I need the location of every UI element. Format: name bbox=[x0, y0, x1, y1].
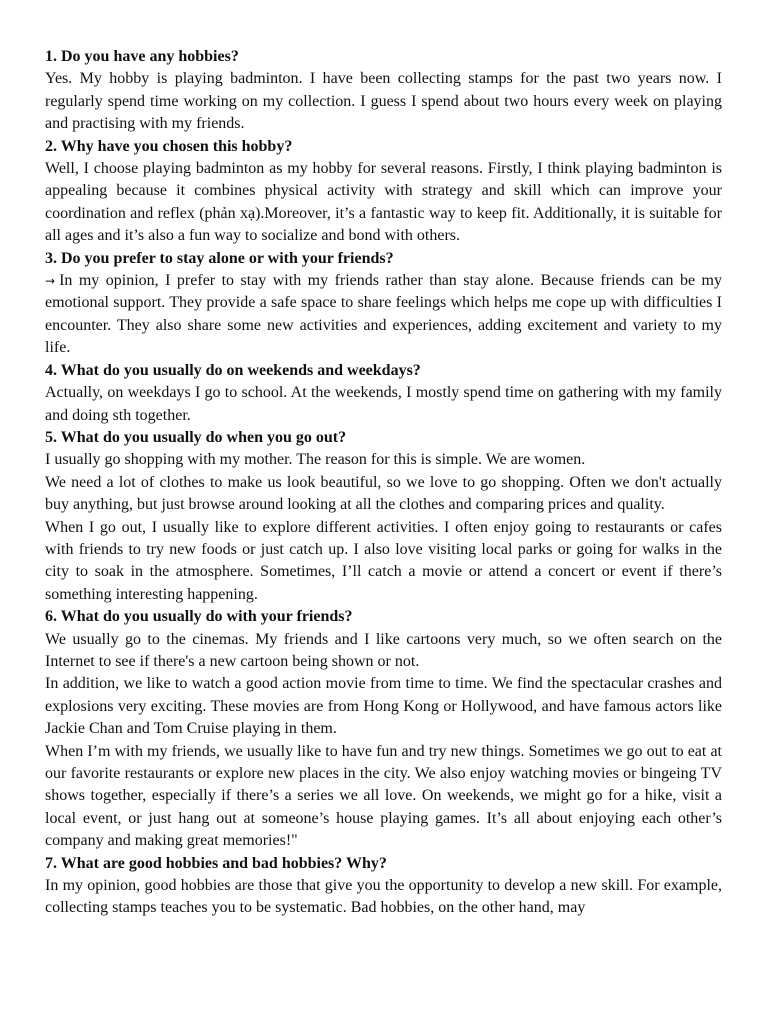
arrow-icon: → bbox=[45, 274, 56, 289]
answer-2-paragraph: Well, I choose playing badminton as my hobby for several reasons. Firstly, I think playing badminton is appealing because it combines physical activity with strategy and skill which can improve your coordination and reflex (phản xạ).Moreover, it’s a fantastic way to keep fit. Additionally, it is suitable for all ages and it’s also a fun way to socialize and bond with others. bbox=[45, 160, 722, 245]
answer-1-paragraph: Yes. My hobby is playing badminton. I have been collecting stamps for the past two years now. I regularly spend time working on my collection. I guess I spend about two hours every week on playing and practising with my friends. bbox=[45, 70, 722, 133]
question-6-heading: 6. What do you usually do with your friends? bbox=[45, 608, 353, 626]
question-1-heading: 1. Do you have any hobbies? bbox=[45, 48, 239, 65]
question-5-heading: 5. What do you usually do when you go out? bbox=[45, 428, 347, 446]
answer-5-paragraph-2: We need a lot of clothes to make us look beautiful, so we love to go shopping. Often we don't actually buy anything, but just browse around looking at all the clothes and comparing prices and quality. bbox=[45, 473, 722, 514]
answer-3-text: In my opinion, I prefer to stay with my friends rather than stay alone. Because friends can be my emotional support. They provide a safe space to share feelings which helps me cope up with difficulties I encounter. They also share some new activities and experiences, adding excitement and variety to my life. bbox=[45, 272, 722, 357]
answer-4-paragraph: Actually, on weekdays I go to school. At the weekends, I mostly spend time on gathering with my family and doing sth together. bbox=[45, 384, 722, 424]
answer-7-paragraph: In my opinion, good hobbies are those that give you the opportunity to develop a new skill. For example, collecting stamps teaches you to be systematic. Bad hobbies, on the other hand, may bbox=[45, 877, 722, 917]
question-4-heading: 4. What do you usually do on weekends and weekdays? bbox=[45, 361, 421, 379]
answer-6-paragraph-1: We usually go to the cinemas. My friends and I like cartoons very much, so we often search on the Internet to see if there's a new cartoon being shown or not. bbox=[45, 630, 722, 670]
answer-5-paragraph-1: I usually go shopping with my mother. The reason for this is simple. We are women. bbox=[45, 451, 586, 469]
question-2-heading: 2. Why have you chosen this hobby? bbox=[45, 137, 293, 155]
answer-6-paragraph-3: When I’m with my friends, we usually like to have fun and try new things. Sometimes we go out to eat at our favorite restaurants or explore new places in the city. We also enjoy watching movies or bingeing TV shows together, especially if there’s a series we all love. On weekends, we might go for a hike, visit a local event, or just hang out at someone’s house playing games. It’s all about enjoying each other’s company and making great memories!" bbox=[45, 742, 722, 850]
question-3-heading: 3. Do you prefer to stay alone or with your friends? bbox=[45, 249, 394, 267]
answer-5-paragraph-3: When I go out, I usually like to explore different activities. I often enjoy going to restaurants or cafes with friends to try new foods or just catch up. I also love visiting local parks or going for walks in the city to soak in the atmosphere. Sometimes, I’ll catch a movie or attend a concert or event if there’s something interesting happening. bbox=[45, 518, 722, 603]
question-7-heading: 7. What are good hobbies and bad hobbies? Why? bbox=[45, 854, 387, 872]
document-page bbox=[45, 46, 722, 920]
answer-3-paragraph bbox=[45, 270, 722, 360]
answer-6-paragraph-2: In addition, we like to watch a good action movie from time to time. We find the spectacular crashes and explosions very exciting. These movies are from Hong Kong or Hollywood, and have famous actors like Jackie Chan and Tom Cruise playing in them. bbox=[45, 675, 722, 738]
